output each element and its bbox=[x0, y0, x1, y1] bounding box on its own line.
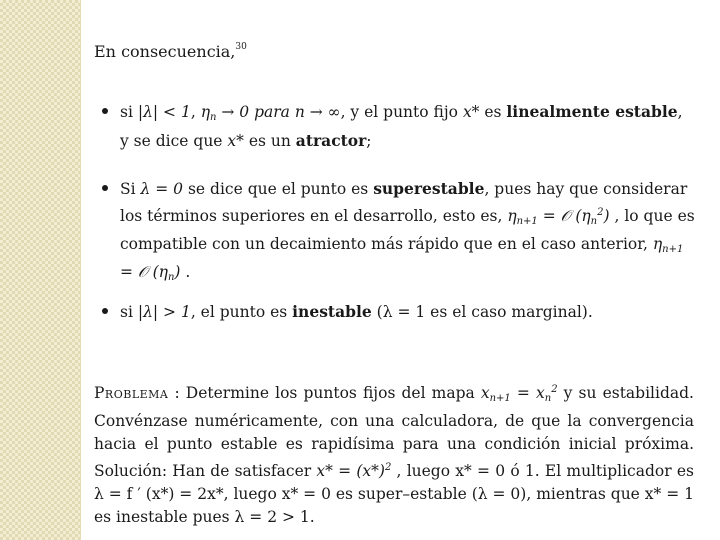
bullet-attractor bbox=[120, 100, 695, 153]
bullet-text: ; bbox=[366, 132, 372, 150]
math-map: $x_{n+1} = x_n^2$ bbox=[480, 384, 558, 404]
bullet-dot bbox=[102, 185, 108, 191]
problem-colon: : bbox=[168, 384, 180, 402]
math-equation: $\eta_{n+1}$ = 𝒪 $(\eta_n^2)$ bbox=[507, 207, 610, 227]
problem-block bbox=[94, 378, 694, 529]
footnote-marker: 30 bbox=[235, 41, 247, 52]
bullet-dot bbox=[102, 308, 108, 314]
decorative-side-strip bbox=[0, 0, 81, 540]
bullet-text: , lo que es compatible con un decaimiento más rápido que en el caso anterior, bbox=[120, 207, 695, 253]
bullet-text: (λ = 1 es el caso marginal). bbox=[371, 303, 593, 321]
math-condition: |λ| > 1 bbox=[137, 303, 191, 321]
math-equation: $\eta_{n+1}$ = 𝒪 $(\eta_n)$ bbox=[120, 235, 684, 283]
bullet-superestable bbox=[120, 177, 695, 289]
math-condition: λ = 0 bbox=[140, 180, 184, 198]
bold-term: superestable bbox=[373, 179, 485, 198]
solution-label: Solución: bbox=[94, 462, 168, 480]
bullet-text: es un bbox=[243, 132, 296, 150]
intro-text: En consecuencia, bbox=[94, 42, 236, 61]
bullet-text: , y se dice que bbox=[120, 103, 683, 150]
math-arrow: → 0 para bbox=[216, 103, 295, 121]
bold-term: linealmente estable bbox=[506, 102, 678, 121]
bullet-text: . bbox=[180, 263, 191, 281]
bullet-text: Si bbox=[120, 180, 141, 198]
solution-text: Han de satisfacer bbox=[167, 462, 317, 480]
problem-text: y su estabilidad. Convénzase numéricamente, con una calculadora, de que la convergencia hacia el punto estable es rapidísima para una condición inicial próxima. bbox=[94, 384, 694, 453]
solution-text: , luego x* = 0 ó 1. El multiplicador es λ = f ′ (x*) = 2x*, luego x* = 0 es super–estable (λ = 0), mientras que x* = 1 es inestable pues λ = 2 > 1. bbox=[94, 462, 694, 526]
math-eta: $\eta_n$ bbox=[200, 103, 217, 123]
document-page bbox=[80, 0, 720, 540]
bullet-text: , y el punto fijo bbox=[340, 103, 463, 121]
bullet-text: si bbox=[120, 303, 138, 321]
problem-text: Determine los puntos fijos del mapa bbox=[179, 384, 481, 402]
math-fixed-point-eq: $x* = (x*)^2$ bbox=[316, 462, 392, 480]
bullet-text: se dice que el punto es bbox=[183, 180, 374, 198]
bullet-text: si bbox=[120, 103, 138, 121]
math-xstar: x* bbox=[462, 103, 480, 121]
bold-term: atractor bbox=[295, 131, 367, 150]
bullet-inestable bbox=[120, 300, 695, 324]
bullet-text: , bbox=[190, 103, 201, 121]
math-xstar: x* bbox=[227, 132, 244, 150]
bullet-dot bbox=[102, 108, 108, 114]
problem-label: Problema bbox=[94, 384, 169, 402]
bullet-text: , el punto es bbox=[190, 303, 293, 321]
bold-term: inestable bbox=[292, 302, 372, 321]
bullet-text: , pues hay que considerar los términos superiores en el desarrollo, esto es, bbox=[120, 180, 688, 225]
math-condition: |λ| < 1 bbox=[137, 103, 191, 121]
math-limit: n → ∞ bbox=[294, 103, 341, 121]
intro-line bbox=[94, 42, 247, 61]
bullet-text: es bbox=[479, 103, 507, 121]
